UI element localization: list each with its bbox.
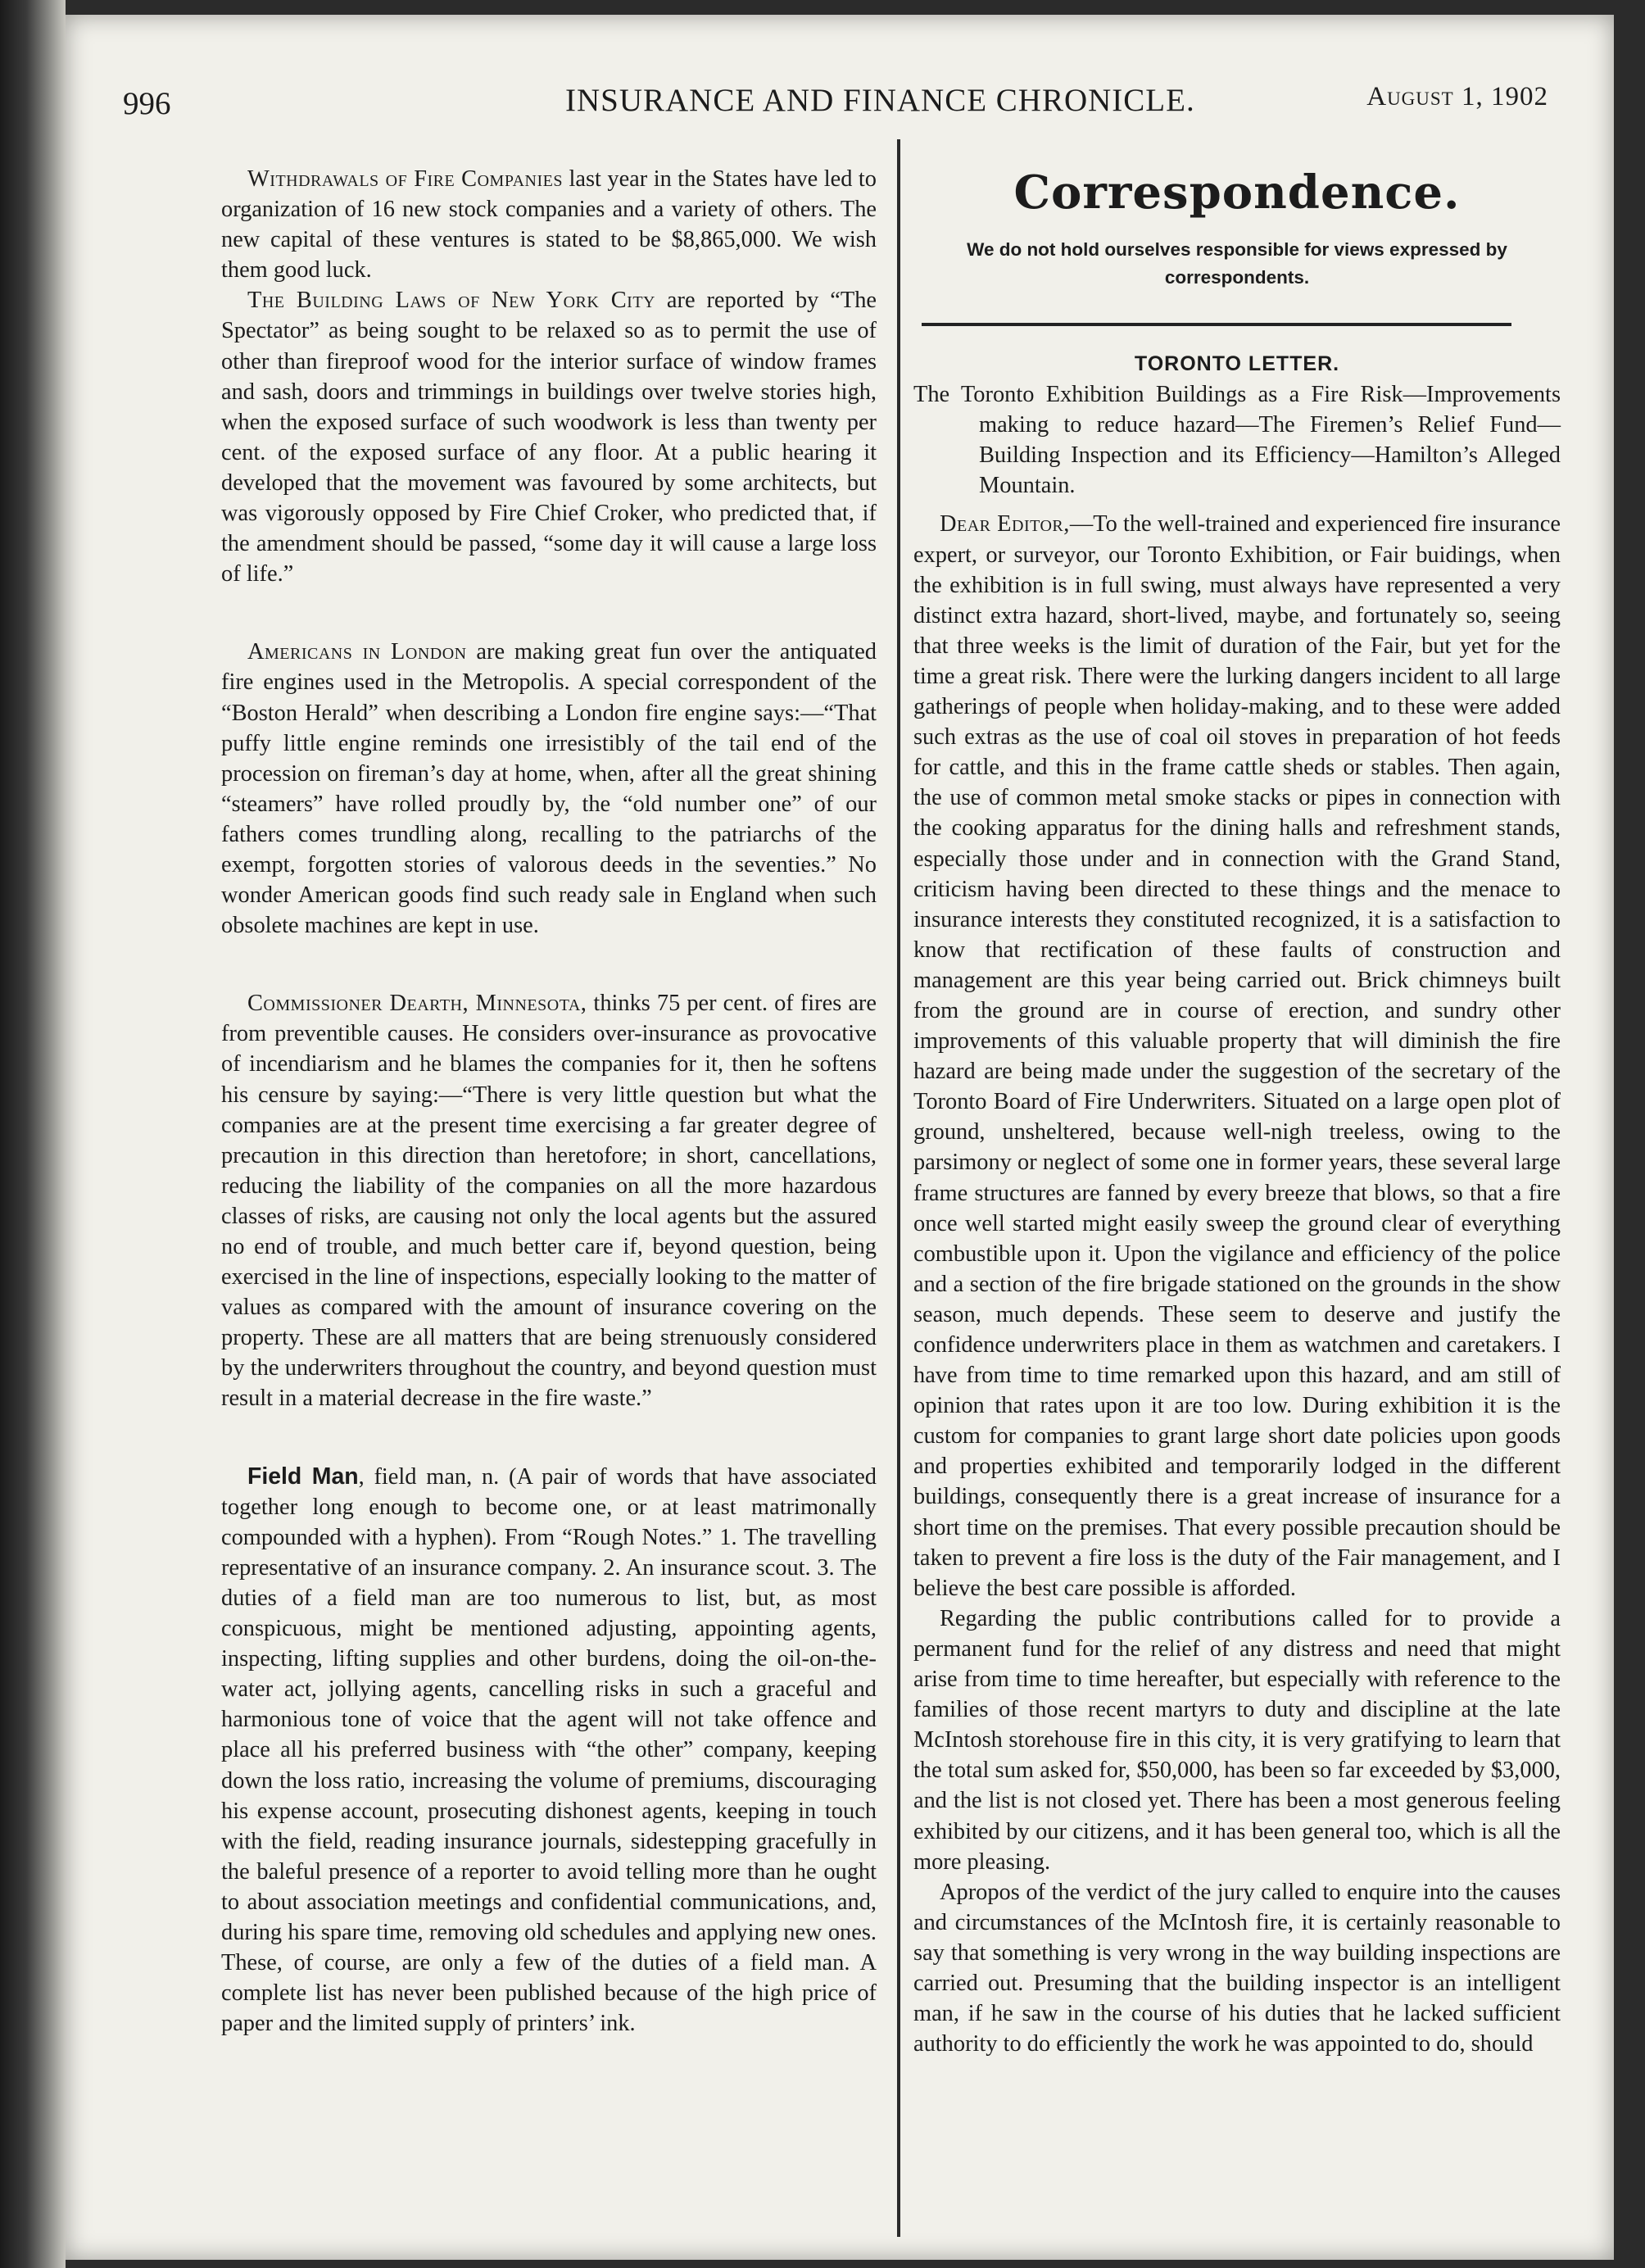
article-americans-in-london — [221, 637, 877, 941]
letter-title: TORONTO LETTER. — [1134, 352, 1340, 375]
article-body: , field man, n. (A pair of words that have associated together long enough to become one, or at least matrimonally compounded with a hyphen). From “Rough Notes.” 1. The travelling representative of an insurance company. 2. An insurance scout. 3. The duties of a field man are too numerous to list, but, as most conspicuous, might be mentioned adjusting, appointing agents, inspecting, lifting supplies and other burdens, doing the oil-on-the-water act, jollying agents, cancelling risks in such a graceful and harmonious tone of voice that the agent will not take offence and place all his preferred business with “the other” company, keeping down the loss ratio, increasing the volume of premiums, discouraging his expense account, prosecuting dishonest agents, keeping in touch with the field, reading insurance journals, sidestepping gracefully in the baleful presence of a reporter to avoid telling more than he ought to about association meetings and confidential communications, and, during his spare time, removing old schedules and applying new ones. These, of course, are only a few of the duties of a field man. A complete list has never been published because of the high price of paper and the limited supply of printers’ ink. — [221, 1463, 877, 2037]
article-body: are reported by “The Spectator” as being sought to be relaxed so as to permit the use of other than fireproof wood for the interior surface of window frames and sash, doors and trimmings in buildings over twelve stories high, when the exposed surface of such woodwork is less than twenty per cent. of the exposed surface of any floor. At a public hearing it developed that the movement was favoured by some architects, but was vigorously opposed by Fire Chief Croker, who predicted that, if the amendment should be passed, “some day it will cause a large loss of life.” — [221, 288, 877, 587]
letter-paragraph — [913, 509, 1561, 1603]
book-binding — [0, 0, 66, 2268]
page-header — [123, 79, 1548, 128]
right-column — [913, 164, 1561, 2059]
disclaimer: We do not hold ourselves responsible for views expressed by correspondents. — [967, 239, 1507, 288]
article-field-man — [221, 1462, 877, 2039]
section-rule — [922, 323, 1511, 326]
article-body: last year in the States have led to organization of 16 new stock companies and a variety of others. The new capital of these ventures is stated to be $8,865,000. We wish them good luck. — [221, 166, 877, 284]
letter-subtitle: The Toronto Exhibition Buildings as a Fire Risk—Improvements making to reduce hazard—The Firemen’s Relief Fund—Building Inspection and its Efficiency—Hamilton’s Alleged Mountain. — [913, 382, 1561, 499]
article-lead: The Building Laws of New York City — [247, 288, 655, 314]
article-body: thinks 75 per cent. of fires are from preventible causes. He considers over-insurance as provocative of incendiarism and he blames the companies for it, then he softens his censure by saying:—“There is very little question but what the companies are at the present time exercising a far greater degree of precaution in this direction than heretofore; in short, cancellations, reducing the liability of the companies on all the more hazardous classes of risks, are causing not only the local agents but the assured no end of trouble, and much better care if, beyond question, being exercised in the line of inspections, especially looking to the matter of values as compared with the amount of insurance covering on the property. These are all matters that are being strenuously considered by the underwriters throughout the country, and beyond question must result in a material decrease in the fire waste.” — [221, 991, 877, 1412]
section-title: Correspondence. — [1013, 166, 1461, 220]
letter-paragraph: Apropos of the verdict of the jury called to enquire into the causes and circumstances of the McIntosh fire, it is certainly reasonable to say that something is very wrong in the way building inspections are carried out. Presuming that the building inspector is an intelligent man, if he saw in the course of his duties that he lacked sufficient authority to do efficiently the work he was appointed to do, should — [913, 1879, 1561, 2057]
publication-title: INSURANCE AND FINANCE CHRONICLE. — [565, 83, 1195, 118]
column-divider — [897, 139, 900, 2237]
article-lead: Withdrawals of Fire Companies — [247, 166, 564, 192]
article-withdrawals — [221, 164, 877, 285]
article-lead: Americans in London — [247, 639, 467, 665]
article-commissioner-dearth — [221, 988, 877, 1413]
issue-date: August 1, 1902 — [1366, 82, 1548, 111]
salutation: Dear Editor, — [940, 511, 1070, 538]
page-number: 996 — [123, 86, 171, 121]
article-lead: Field Man — [247, 1463, 359, 1490]
article-body: are making great fun over the antiquated fire engines used in the Metropolis. A special correspondent of the “Boston Herald” when describing a London fire engine says:—“That puffy little engine reminds one irresistibly of the tail end of the procession on fireman’s day at home, when, after all the great shining “steamers” have rolled proudly by, the “old number one” of our fathers comes trundling along, recalling to the patriarchs of the exempt, forgotten stories of valorous deeds in the seventies.” No wonder American goods find such ready sale in England when such obsolete machines are kept in use. — [221, 639, 877, 939]
letter-paragraph: Regarding the public contributions called for to provide a permanent fund for the relief of any distress and need that might arise from time to time hereafter, but especially with reference to the families of those recent martyrs to duty and discipline at the late McIntosh storehouse fire in this city, it is very gratifying to learn that the total sum asked for, $50,000, has been so far exceeded by $3,000, and the list is not closed yet. There has been a most generous feeling exhibited by our citizens, and it has been general too, which is all the more pleasing. — [913, 1605, 1561, 1875]
article-lead: Commissioner Dearth, Minnesota, — [247, 991, 587, 1017]
left-column — [221, 164, 877, 2039]
article-building-laws — [221, 285, 877, 589]
paragraph-text: —To the well-trained and experienced fire insurance expert, or surveyor, our Toronto Exhibition, or Fair buidings, when the exhibition is in full swing, must always have represented a very distinct extra hazard, short-lived, maybe, and fortunately so, seeing that three weeks is the limit of duration of the Fair, but yet for the time a great risk. There were the lurking dangers incident to all large gatherings of people when holiday-making, and to these were added such extras as the use of coal oil stoves in preparation of hot feeds for cattle, and this in the frame cattle sheds or stables. Then again, the use of common metal smoke stacks or pipes in connection with the cooking apparatus for the dining halls and refreshment stands, especially those under and in connection with the Grand Stand, criticism having been directed to these things and the menace to insurance interests they constituted recognized, it is a satisfaction to know that rectification of these faults of construction and management are this year being carried out. Brick chimneys built from the ground are in course of erection, and sundry other improvements of this valuable property that will diminish the fire hazard are being made under the suggestion of the secretary of the Toronto Board of Fire Underwriters. Situated on a large open plot of ground, unsheltered, because well-nigh treeless, owing to the parsimony or neglect of some one in former years, these several large frame structures are fanned by every breeze that blows, so that a fire once well started might easily sweep the ground clear of everything combustible upon it. Upon the vigilance and efficiency of the police and a section of the fire brigade stationed on the grounds in the show season, much depends. These seem to deserve and justify the confidence underwriters place in them as watchmen and caretakers. I have from time to time remarked upon this hazard, and am still of opinion that rates upon it are too low. During exhibition it is the custom for companies to grant large short date policies upon goods and properties exhibited and temporarily lodged in the different buildings, consequently there is a great increase of insurance for a short time on the premises. That every possible precaution should be taken to prevent a fire loss is the duty of the Fair management, and I believe the best care possible is afforded. — [913, 511, 1561, 1601]
